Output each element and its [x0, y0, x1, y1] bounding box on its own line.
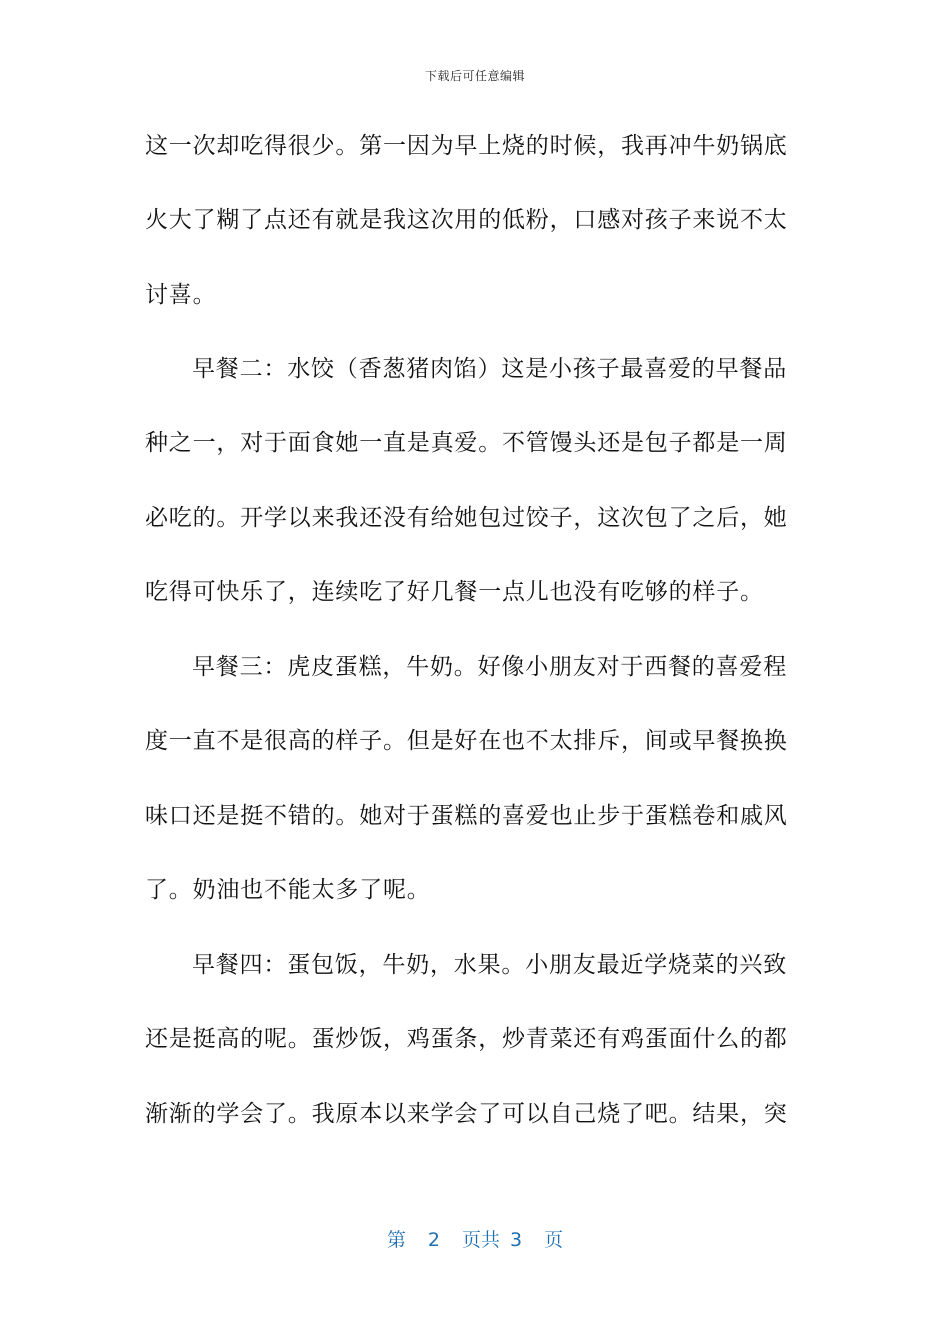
page-suffix: 页	[544, 1229, 564, 1251]
text-line: 度一直不是很高的样子。但是好在也不太排斥，间或早餐换换	[145, 728, 788, 754]
text-line: 必吃的。开学以来我还没有给她包过饺子，这次包了之后，她	[145, 505, 788, 531]
text-line: 味口还是挺不错的。她对于蛋糕的喜爱也止步于蛋糕卷和戚风	[145, 803, 788, 829]
page-footer	[0, 1225, 950, 1252]
text-line: 渐渐的学会了。我原本以来学会了可以自己烧了吧。结果，突	[145, 1101, 788, 1127]
text-line: 这一次却吃得很少。第一因为早上烧的时候，我再冲牛奶锅底	[145, 133, 788, 159]
page-prefix: 第	[386, 1229, 406, 1251]
paragraph-start-line: 早餐三：虎皮蛋糕，牛奶。好像小朋友对于西餐的喜爱程	[192, 654, 787, 680]
text-line: 还是挺高的呢。蛋炒饭，鸡蛋条，炒青菜还有鸡蛋面什么的都	[145, 1026, 788, 1052]
page-mid-text: 页共	[461, 1229, 500, 1251]
text-line: 讨喜。	[145, 282, 217, 308]
header-note: 下载后可任意编辑	[424, 69, 525, 83]
text-line: 了。奶油也不能太多了呢。	[145, 877, 431, 903]
total-pages-number: 3	[510, 1229, 523, 1251]
paragraph-start-line: 早餐二：水饺（香葱猪肉馅）这是小孩子最喜爱的早餐品	[192, 356, 787, 382]
current-page-number: 2	[427, 1229, 440, 1251]
text-line: 种之一，对于面食她一直是真爱。不管馒头还是包子都是一周	[145, 430, 788, 456]
text-line: 火大了糊了点还有就是我这次用的低粉，口感对孩子来说不太	[145, 207, 788, 233]
text-line: 吃得可快乐了，连续吃了好几餐一点儿也没有吃够的样子。	[145, 579, 764, 605]
paragraph-start-line: 早餐四：蛋包饭，牛奶，水果。小朋友最近学烧菜的兴致	[192, 952, 787, 978]
